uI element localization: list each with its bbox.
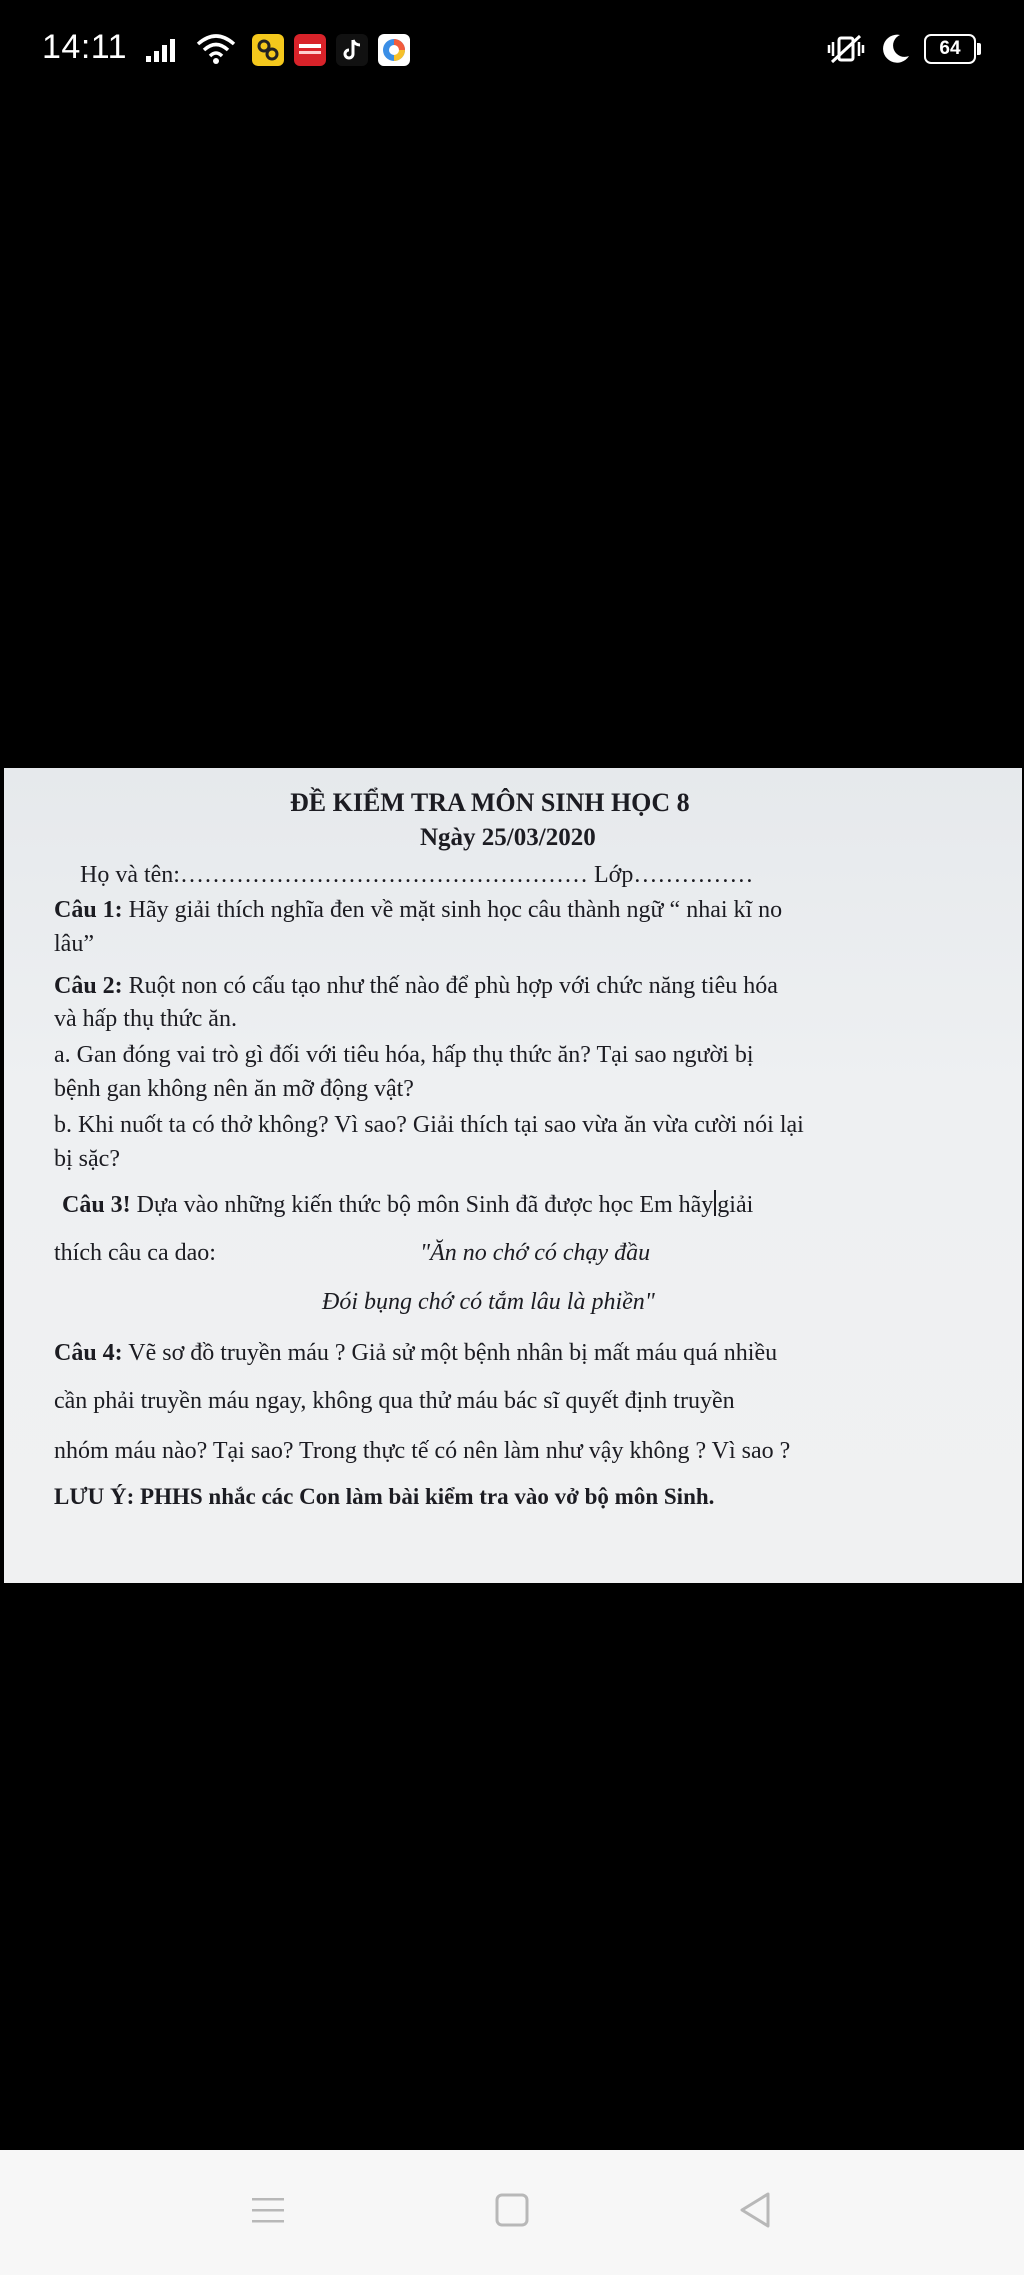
app-shortcut-icon [252,34,284,66]
exam-date: Ngày 25/03/2020 [420,824,596,851]
back-button[interactable] [726,2180,786,2240]
question-4-line-3: nhóm máu nào? Tại sao? Trong thực tế có nên làm như vậy không ? Vì sao ? [54,1438,791,1464]
question-2-line-2: và hấp thụ thức ăn. [54,1006,237,1032]
question-3-text-end: giải [717,1192,754,1218]
back-icon [736,2190,776,2230]
tiktok-icon [336,34,368,66]
question-1-line-2: lâu” [54,931,94,957]
question-2-text: Ruột non có cấu tạo như thế nào để phù hợp với chức năng tiêu hóa [122,973,778,999]
image-viewer[interactable] [0,100,1024,2150]
home-icon [492,2190,532,2230]
question-1-line-1 [54,897,782,924]
news-app-icon [294,34,326,66]
question-4-text: Vẽ sơ đồ truyền máu ? Giả sử một bệnh nhân bị mất máu quá nhiều [122,1340,778,1366]
moon-icon [878,32,912,66]
browser-icon [378,34,410,66]
battery-tip [977,43,981,55]
note-line: LƯU Ý: PHHS nhắc các Con làm bài kiểm tra vào vở bộ môn Sinh. [54,1484,715,1509]
question-3-label: Câu 3! [62,1192,131,1218]
question-1-label: Câu 1: [54,897,123,923]
question-2b-line-2: bị sặc? [54,1146,120,1172]
question-4-line-2: cần phải truyền máu ngay, không qua thử máu bác sĩ quyết định truyền [54,1388,735,1414]
text-cursor-mark [714,1190,716,1216]
question-4-label: Câu 4: [54,1340,123,1366]
question-4-line-1 [54,1340,777,1367]
signal-icon [146,36,184,64]
home-button[interactable] [482,2180,542,2240]
exam-title: ĐỀ KIỂM TRA MÔN SINH HỌC 8 [290,788,690,817]
question-2a-line-1: a. Gan đóng vai trò gì đối với tiêu hóa, hấp thụ thức ăn? Tại sao người bị [54,1042,754,1068]
proverb-line-2: Đói bụng chớ có tắm lâu là phiền" [322,1289,655,1315]
name-class-line: Họ và tên:…………………………………………… Lớp…………… [80,862,754,888]
question-3-line-2: thích câu ca dao: [54,1240,216,1266]
battery-icon: 64 [924,34,976,64]
exam-document [4,768,1022,1583]
question-3-text: Dựa vào những kiến thức bộ môn Sinh đã được học Em hãy [130,1192,714,1218]
question-1-text: Hãy giải thích nghĩa đen về mặt sinh học câu thành ngữ “ nhai kĩ no [122,897,783,923]
question-3-line-1 [62,1190,753,1219]
question-2a-line-2: bệnh gan không nên ăn mỡ động vật? [54,1076,414,1102]
wifi-icon [196,32,236,66]
question-2-label: Câu 2: [54,973,123,999]
vibrate-icon [826,32,866,66]
navigation-bar [0,2150,1024,2275]
menu-button[interactable] [238,2180,298,2240]
document-photo[interactable] [4,768,1022,1583]
proverb-line-1: "Ăn no chớ có chạy đầu [420,1240,651,1266]
status-bar [0,0,1024,100]
question-2-line-1 [54,973,778,1000]
status-clock: 14:11 [42,28,128,66]
menu-icon [248,2192,288,2228]
question-2b-line-1: b. Khi nuốt ta có thở không? Vì sao? Giải thích tại sao vừa ăn vừa cười nói lại [54,1112,804,1138]
